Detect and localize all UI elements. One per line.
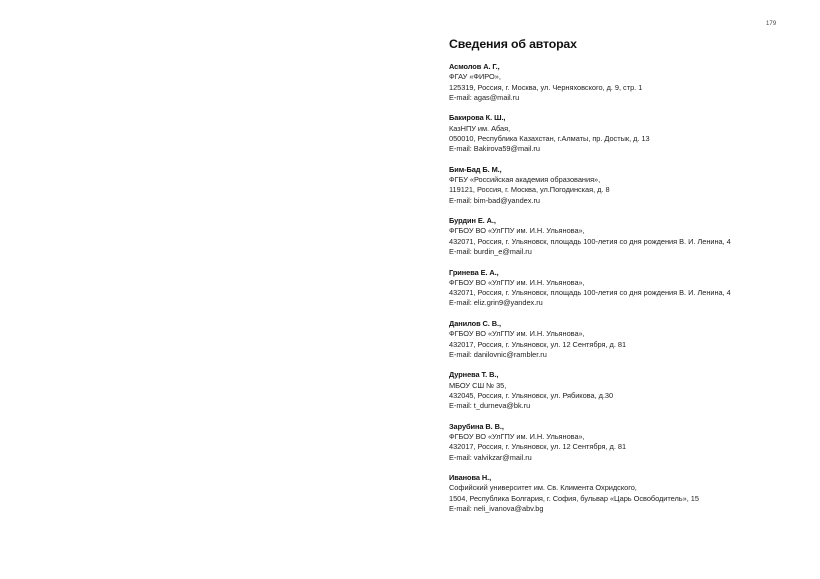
author-email: E-mail: Bakirova59@mail.ru	[449, 144, 540, 154]
author-email: E-mail: eliz.grin9@yandex.ru	[449, 298, 543, 308]
section-title: Сведения об авторах	[449, 37, 577, 51]
author-entry	[449, 473, 794, 524]
author-name: Иванова Н.,	[449, 473, 492, 483]
author-address: 432071, Россия, г. Ульяновск, площадь 100-летия со дня рождения В. И. Ленина, 4	[449, 236, 731, 246]
page-number: 179	[766, 21, 777, 27]
author-entry	[449, 319, 794, 370]
author-name: Бурдин Е. А.,	[449, 216, 496, 226]
author-name: Зарубина В. В.,	[449, 421, 504, 431]
author-entry	[449, 422, 794, 473]
author-email: E-mail: bim-bad@yandex.ru	[449, 195, 540, 205]
author-address: 432071, Россия, г. Ульяновск, площадь 100-летия со дня рождения В. И. Ленина, 4	[449, 288, 731, 298]
author-organization: КазНПУ им. Абая,	[449, 123, 511, 133]
author-name: Бакирова К. Ш.,	[449, 113, 506, 123]
author-name: Асмолов А. Г.,	[449, 62, 500, 71]
author-address: 432045, Россия, г. Ульяновск, ул. Рябикова, д.30	[449, 390, 614, 400]
author-entry	[449, 370, 794, 421]
author-organization: ФГБОУ ВО «УлГПУ им. И.Н. Ульянова»,	[449, 277, 585, 287]
author-organization: ФГБОУ ВО «УлГПУ им. И.Н. Ульянова»,	[449, 329, 585, 339]
author-entry	[449, 268, 794, 319]
author-name: Гринева Е. А.,	[449, 267, 499, 277]
author-organization: ФГБОУ ВО «УлГПУ им. И.Н. Ульянова»,	[449, 432, 585, 442]
author-organization: Софийский университет им. Св. Климента Охридского,	[449, 483, 637, 493]
author-email: E-mail: burdin_e@mail.ru	[449, 247, 532, 257]
author-address: 1504, Республика Болгария, г. София, бульвар «Царь Освободитель», 15	[449, 493, 699, 503]
author-address: 432017, Россия, г. Ульяновск, ул. 12 Сентября, д. 81	[449, 339, 627, 349]
author-address: 125319, Россия, г. Москва, ул. Черняховского, д. 9, стр. 1	[449, 82, 643, 92]
author-email: E-mail: danilovnic@rambler.ru	[449, 349, 547, 359]
author-address: 432017, Россия, г. Ульяновск, ул. 12 Сентября, д. 81	[449, 442, 627, 452]
author-address: 050010, Республика Казахстан, г.Алматы, пр. Достык, д. 13	[449, 133, 650, 143]
author-email: E-mail: t_durneva@bk.ru	[449, 401, 531, 411]
author-entry	[449, 62, 794, 113]
author-organization: ФГАУ «ФИРО»,	[449, 72, 501, 82]
author-email: E-mail: valvikzar@mail.ru	[449, 452, 532, 462]
author-name: Дурнева Т. В.,	[449, 370, 499, 380]
author-email: E-mail: neli_ivanova@abv.bg	[449, 504, 544, 514]
author-entry	[449, 113, 794, 164]
author-organization: МБОУ СШ № 35,	[449, 380, 507, 390]
author-entry	[449, 165, 794, 216]
author-organization: ФГБОУ ВО «УлГПУ им. И.Н. Ульянова»,	[449, 226, 585, 236]
author-entry	[449, 216, 794, 267]
author-organization: ФГБУ «Российская академия образования»,	[449, 175, 601, 185]
authors-list	[449, 62, 794, 525]
author-email: E-mail: agas@mail.ru	[449, 92, 520, 102]
author-address: 119121, Россия, г. Москва, ул.Погодинская, д. 8	[449, 185, 610, 195]
author-name: Бим-Бад Б. М.,	[449, 164, 502, 174]
author-name: Данилов С. В.,	[449, 318, 501, 328]
